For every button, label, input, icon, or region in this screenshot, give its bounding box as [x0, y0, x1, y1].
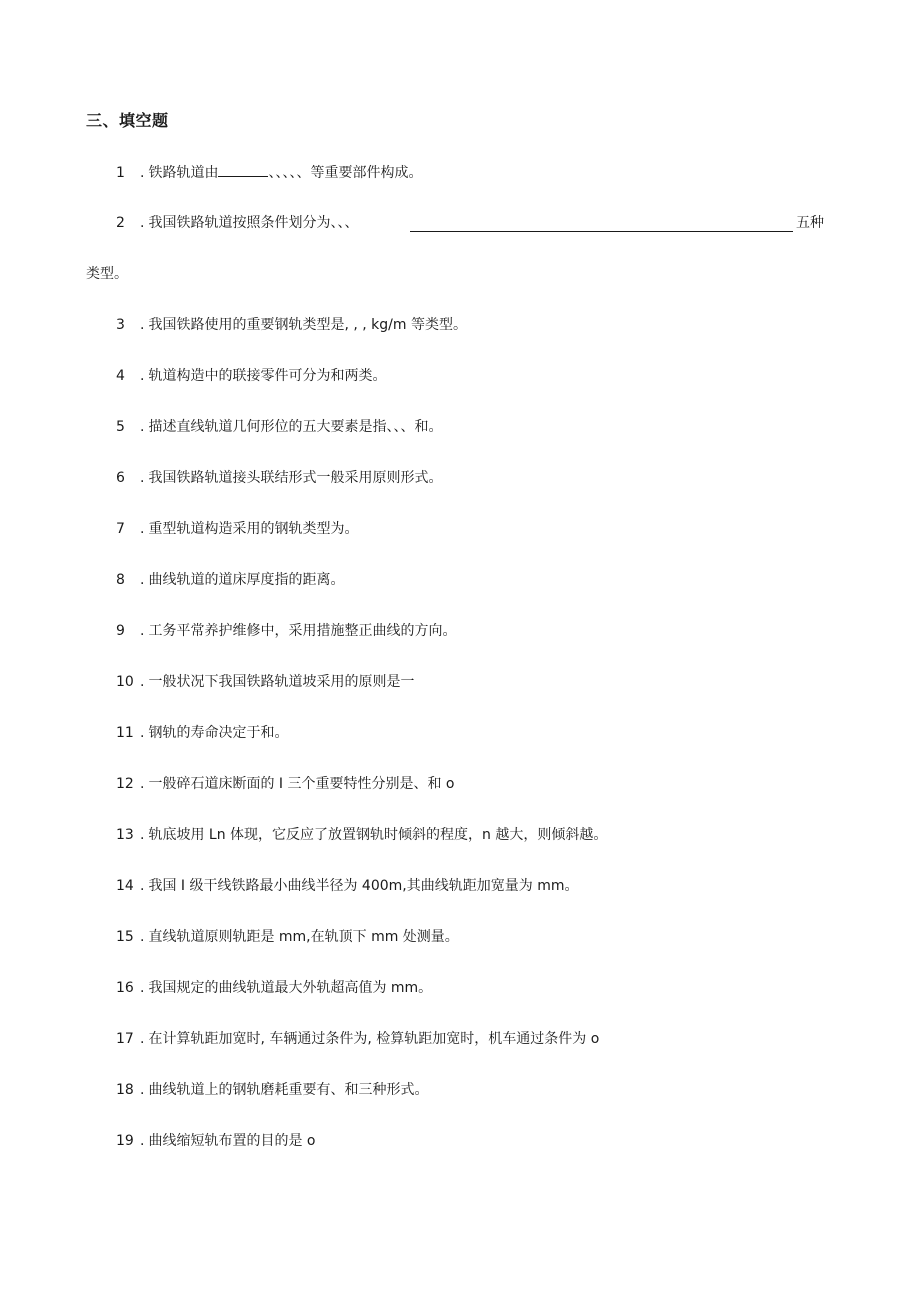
question-text: 轨道构造中的联接零件可分为和两类。	[148, 368, 387, 384]
question-text: 曲线缩短轨布置的目的是 o	[148, 1133, 316, 1149]
section-title: 三、填空题	[86, 111, 169, 130]
question-number: 15	[116, 929, 134, 945]
question-6	[116, 468, 442, 488]
question-text: 一般状况下我国铁路轨道坡采用的原则是一	[148, 674, 415, 690]
question-separator: .	[140, 878, 145, 894]
question-separator: .	[140, 725, 145, 741]
question-2-continuation: 类型。	[86, 266, 128, 282]
question-1	[116, 162, 422, 183]
question-13	[116, 825, 607, 845]
question-17	[116, 1029, 599, 1049]
question-text: 、、、、、等重要部件构成。	[268, 165, 423, 181]
question-number: 6	[116, 470, 125, 486]
question-number: 5	[116, 419, 125, 435]
question-text: 我国铁路轨道接头联结形式一般采用原则形式。	[148, 470, 443, 486]
question-number: 7	[116, 521, 125, 537]
question-separator: .	[140, 419, 145, 435]
question-5	[116, 417, 442, 437]
question-number: 9	[116, 623, 125, 639]
question-separator: .	[140, 1082, 145, 1098]
question-text: 钢轨的寿命决定于和。	[148, 725, 289, 741]
question-text: 我国规定的曲线轨道最大外轨超高值为 mm。	[148, 980, 433, 996]
question-9	[116, 621, 456, 641]
question-14	[116, 876, 578, 896]
question-number: 3	[116, 317, 125, 333]
question-text: 一般碎石道床断面的 I 三个重要特性分别是、和 o	[148, 776, 455, 792]
question-separator: .	[140, 368, 145, 384]
question-separator: .	[140, 827, 145, 843]
question-number: 11	[116, 725, 134, 741]
question-separator: .	[140, 674, 145, 690]
question-11	[116, 723, 288, 743]
question-number: 1	[116, 165, 125, 181]
question-text: 我国 I 级干线铁路最小曲线半径为 400m,其曲线轨距加宽量为 mm。	[148, 878, 579, 894]
question-15	[116, 927, 459, 947]
question-number: 12	[116, 776, 134, 792]
question-number: 2	[116, 215, 125, 231]
question-separator: .	[140, 929, 145, 945]
question-text: 重型轨道构造采用的钢轨类型为。	[148, 521, 359, 537]
question-separator: .	[140, 623, 145, 639]
question-text: 工务平常养护维修中，采用措施整正曲线的方向。	[148, 623, 457, 639]
question-text: 曲线轨道的道床厚度指的距离。	[148, 572, 345, 588]
question-text: 在计算轨距加宽时, 车辆通过条件为, 检算轨距加宽时，机车通过条件为 o	[148, 1031, 600, 1047]
question-separator: .	[140, 1031, 145, 1047]
question-number: 14	[116, 878, 134, 894]
question-separator: .	[140, 470, 145, 486]
question-7	[116, 519, 358, 539]
question-number: 17	[116, 1031, 134, 1047]
question-text: 曲线轨道上的钢轨磨耗重要有、和三种形式。	[148, 1082, 429, 1098]
question-text: 描述直线轨道几何形位的五大要素是指、、、和。	[148, 419, 443, 435]
question-text: 铁路轨道由	[148, 165, 219, 181]
question-text: 我国铁路轨道按照条件划分为、、、	[148, 215, 359, 231]
question-18	[116, 1080, 428, 1100]
question-text: 直线轨道原则轨距是 mm,在轨顶下 mm 处测量。	[148, 929, 459, 945]
answer-blank-long[interactable]	[410, 231, 793, 232]
question-number: 4	[116, 368, 125, 384]
question-separator: .	[140, 1133, 145, 1149]
question-8	[116, 570, 344, 590]
question-2-tail: 五种	[796, 215, 824, 231]
question-separator: .	[140, 521, 145, 537]
question-number: 13	[116, 827, 134, 843]
question-number: 8	[116, 572, 125, 588]
question-text: 我国铁路使用的重要钢轨类型是, , , kg/m 等类型。	[148, 317, 467, 333]
question-number: 16	[116, 980, 134, 996]
question-separator: .	[140, 980, 145, 996]
answer-blank[interactable]	[218, 162, 268, 177]
question-separator: .	[140, 317, 145, 333]
question-number: 19	[116, 1133, 134, 1149]
question-separator: .	[140, 572, 145, 588]
question-3	[116, 315, 467, 335]
question-separator: .	[140, 215, 145, 231]
question-separator: .	[140, 165, 145, 181]
question-4	[116, 366, 386, 386]
question-10	[116, 672, 414, 692]
question-number: 18	[116, 1082, 134, 1098]
question-19	[116, 1131, 315, 1151]
question-16	[116, 978, 432, 998]
question-separator: .	[140, 776, 145, 792]
question-12	[116, 774, 455, 794]
question-number: 10	[116, 674, 134, 690]
question-text: 轨底坡用 Ln 体现，它反应了放置钢轨时倾斜的程度，n 越大，则倾斜越。	[148, 827, 608, 843]
question-2	[116, 213, 358, 233]
